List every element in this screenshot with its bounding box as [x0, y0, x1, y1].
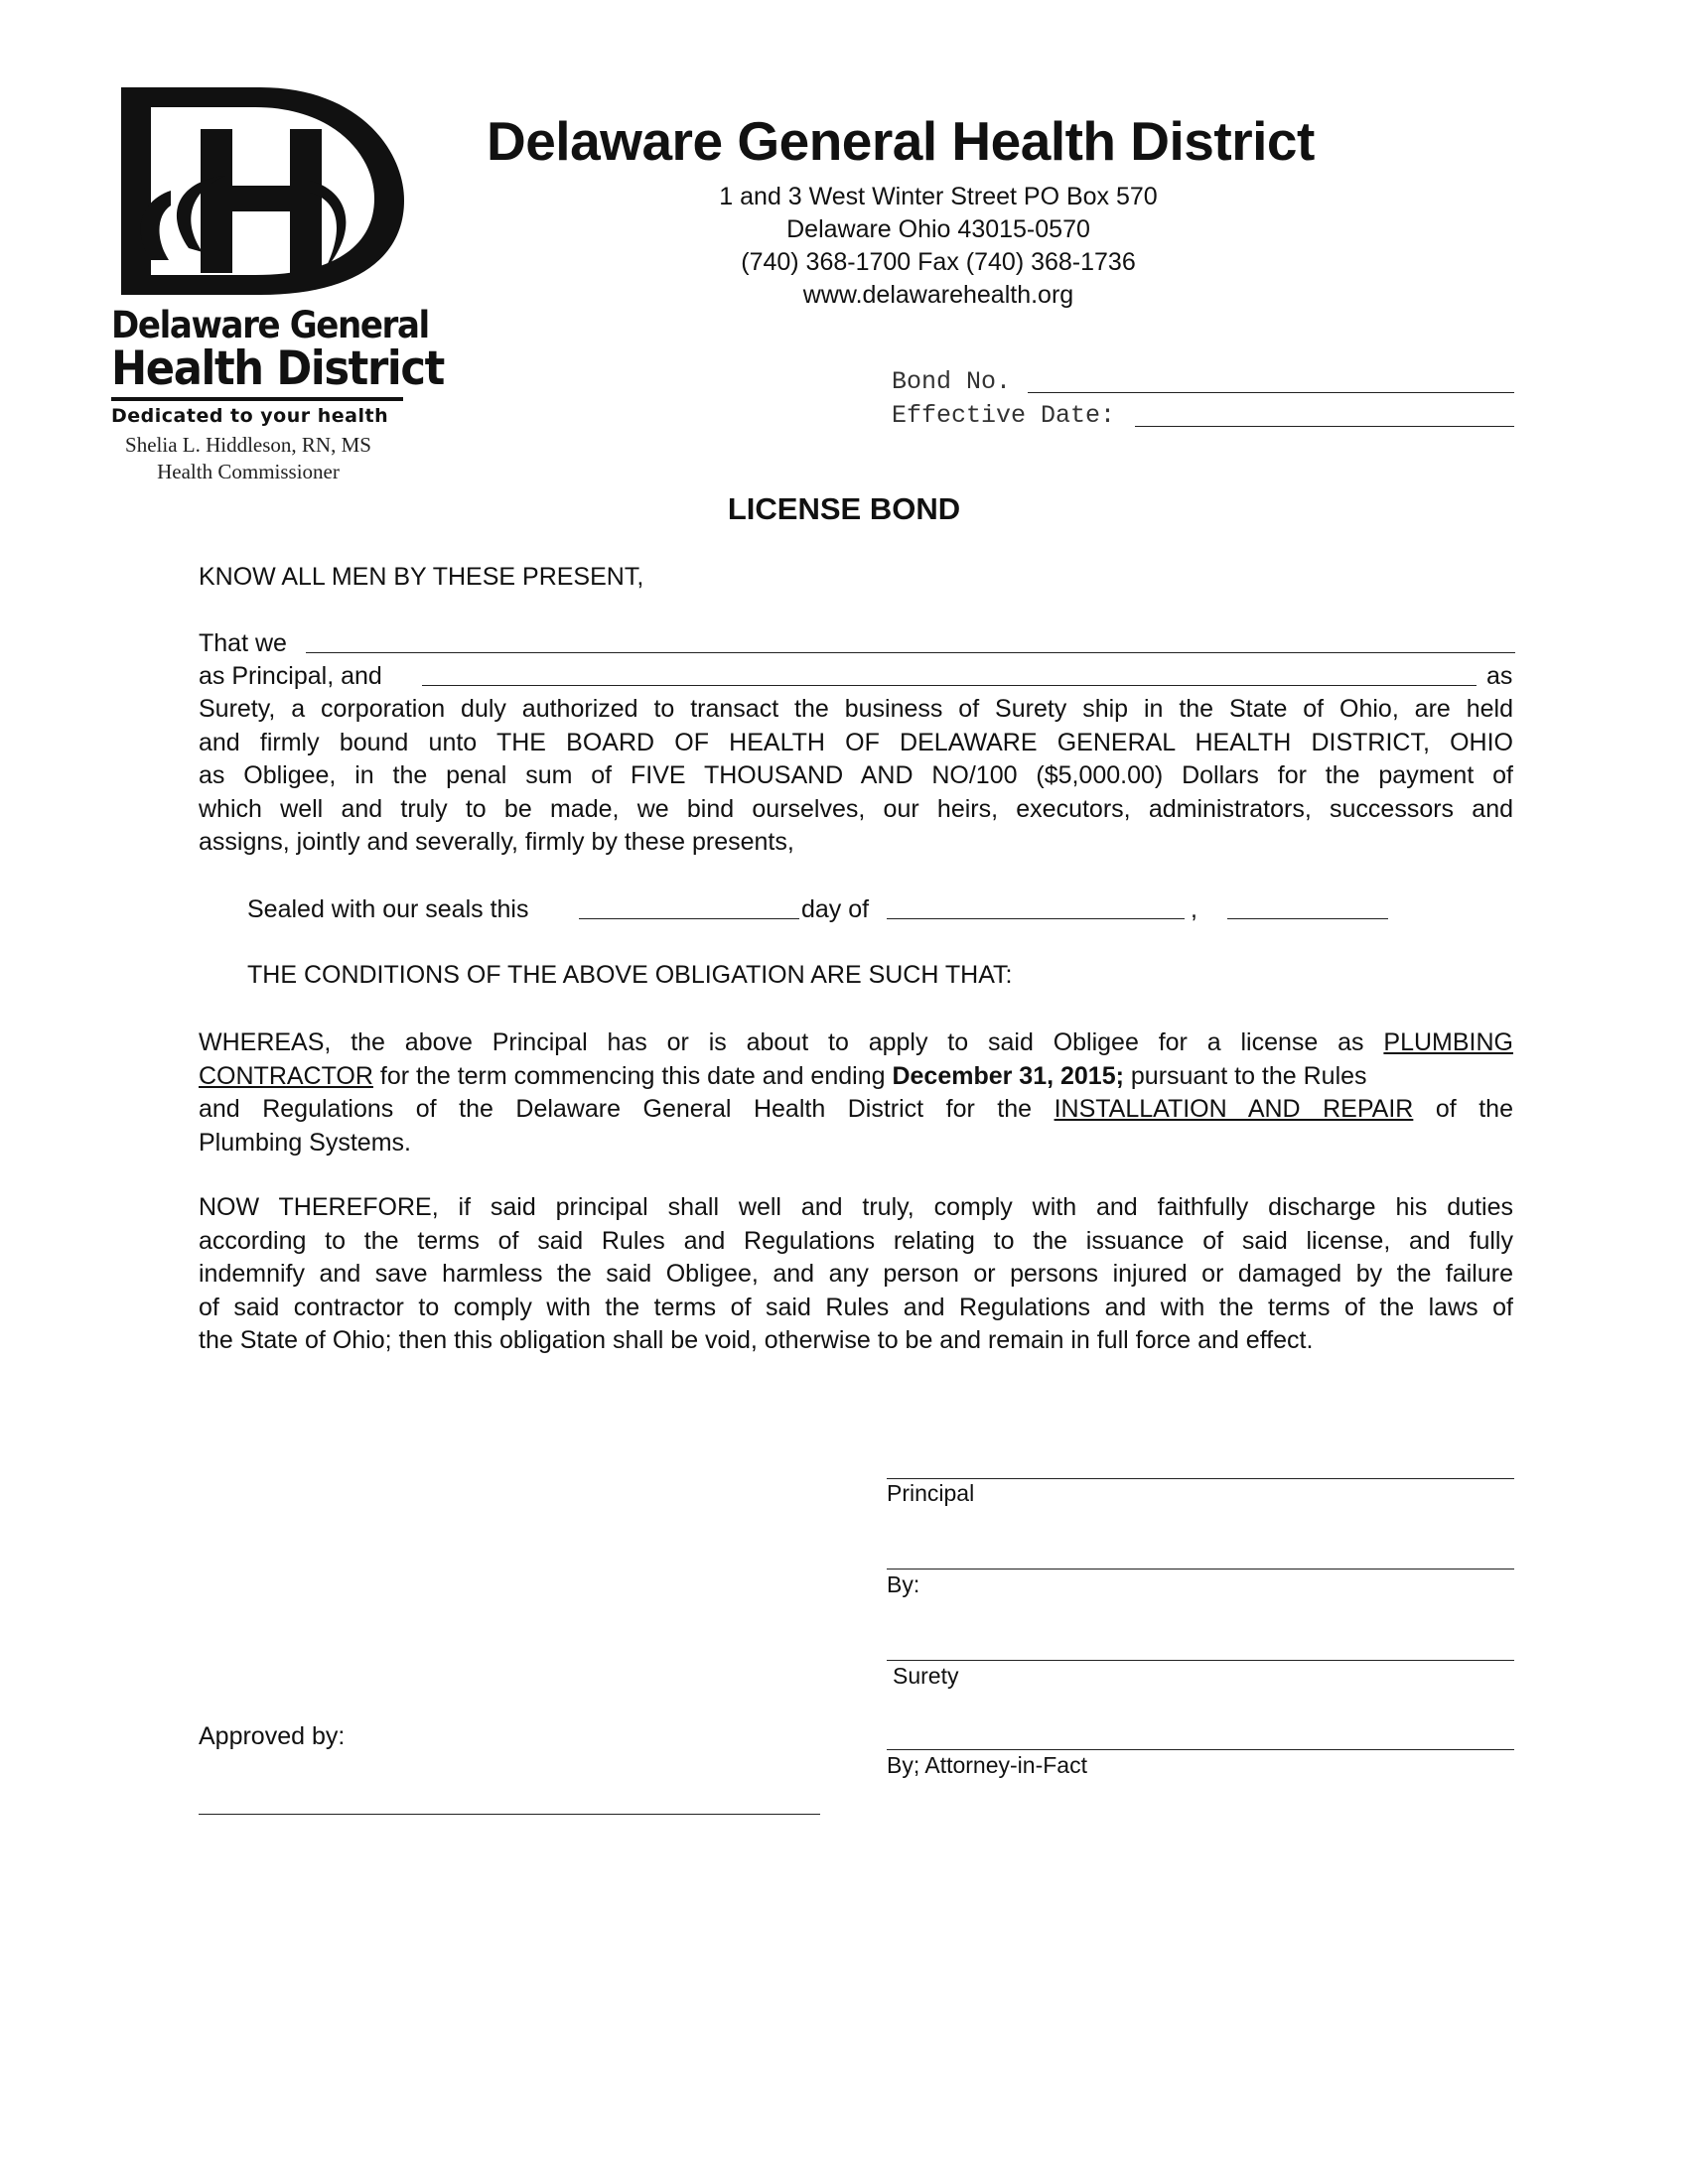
surety-signature-line[interactable]: [887, 1660, 1514, 1661]
now-therefore-line: according to the terms of said Rules and Regulations relating to the issuance of said license, and fully: [199, 1226, 1513, 1255]
org-name: Delaware General Health District: [487, 110, 1315, 172]
surety-label: Surety: [893, 1663, 959, 1689]
as-label: as: [1486, 662, 1513, 690]
that-we-label: That we: [199, 629, 287, 657]
surety-paragraph: [199, 693, 1513, 860]
bond-no-label: Bond No.: [892, 367, 1012, 396]
district-logo: [111, 81, 444, 427]
whereas-text: of the: [1435, 1095, 1513, 1123]
bond-no-field[interactable]: [1028, 392, 1514, 393]
whereas-underlined: CONTRACTOR: [199, 1061, 373, 1090]
by-signature-line[interactable]: [887, 1569, 1514, 1570]
approved-by-signature-line[interactable]: [199, 1814, 820, 1815]
whereas-text: pursuant to the Rules: [1123, 1061, 1367, 1090]
phone-fax: (740) 368-1700 Fax (740) 368-1736: [741, 248, 1136, 276]
surety-line: which well and truly to be made, we bind ourselves, our heirs, executors, administrators, successors and: [199, 794, 1513, 823]
as-principal-label: as Principal, and: [199, 662, 382, 690]
conditions-heading: THE CONDITIONS OF THE ABOVE OBLIGATION ARE SUCH THAT:: [247, 961, 1013, 989]
logo-divider: [111, 397, 403, 401]
sealed-label: Sealed with our seals this: [247, 895, 529, 923]
surety-line: and firmly bound unto THE BOARD OF HEALTH OF DELAWARE GENERAL HEALTH DISTRICT, OHIO: [199, 728, 1513, 756]
attorney-signature-line[interactable]: [887, 1749, 1514, 1750]
surety-name-field[interactable]: [422, 685, 1477, 686]
whereas-text: Plumbing Systems.: [199, 1128, 411, 1157]
principal-signature-line[interactable]: [887, 1478, 1514, 1479]
commissioner-title: Health Commissioner: [157, 460, 340, 483]
now-therefore-line: of said contractor to comply with the terms of said Rules and Regulations and with the terms of the laws of: [199, 1293, 1513, 1321]
surety-line: assigns, jointly and severally, firmly by these presents,: [199, 828, 794, 856]
surety-line: as Obligee, in the penal sum of FIVE THOUSAND AND NO/100 ($5,000.00) Dollars for the payment of: [199, 761, 1513, 789]
approved-by-label: Approved by:: [199, 1722, 346, 1750]
principal-label: Principal: [887, 1480, 975, 1506]
intro-text: KNOW ALL MEN BY THESE PRESENT,: [199, 563, 644, 591]
seal-day-field[interactable]: [579, 918, 799, 919]
whereas-text: WHEREAS, the above Principal has or is about to apply to said Obligee for a license as: [199, 1028, 1364, 1056]
whereas-underlined: INSTALLATION AND REPAIR: [1054, 1095, 1414, 1123]
attorney-label: By; Attorney-in-Fact: [887, 1752, 1087, 1778]
now-therefore-line: NOW THEREFORE, if said principal shall well and truly, comply with and faithfully discharge his duties: [199, 1193, 1513, 1221]
now-therefore-line: the State of Ohio; then this obligation shall be void, otherwise to be and remain in full force and effect.: [199, 1326, 1314, 1354]
comma-label: ,: [1191, 895, 1197, 923]
website-link[interactable]: www.delawarehealth.org: [802, 281, 1074, 309]
address-line2: Delaware Ohio 43015-0570: [786, 215, 1090, 243]
surety-line: Surety, a corporation duly authorized to transact the business of Surety ship in the State of Ohio, are held: [199, 695, 1513, 723]
logo-name-line1: Delaware General: [111, 304, 429, 346]
effective-date-field[interactable]: [1135, 426, 1514, 427]
logo-tagline: Dedicated to your health: [111, 405, 389, 427]
whereas-underlined: PLUMBING: [1383, 1028, 1513, 1056]
document-title: LICENSE BOND: [727, 491, 961, 526]
address-line1: 1 and 3 West Winter Street PO Box 570: [719, 183, 1158, 210]
day-of-label: day of: [801, 895, 870, 923]
now-therefore-paragraph: [199, 1191, 1513, 1358]
seal-month-field[interactable]: [887, 918, 1185, 919]
principal-name-field[interactable]: [306, 652, 1515, 653]
seal-year-field[interactable]: [1227, 918, 1388, 919]
logo-name-line2: Health District: [111, 341, 444, 396]
end-date: December 31, 2015;: [892, 1061, 1124, 1090]
whereas-paragraph: [199, 1026, 1513, 1160]
effective-date-label: Effective Date:: [892, 401, 1116, 430]
whereas-text: and Regulations of the Delaware General Health District for the: [199, 1095, 1033, 1123]
commissioner-name: Shelia L. Hiddleson, RN, MS: [125, 433, 371, 457]
dh-monogram-icon: [111, 81, 409, 300]
now-therefore-line: indemnify and save harmless the said Obligee, and any person or persons injured or damaged by the failure: [199, 1260, 1513, 1288]
whereas-text: for the term commencing this date and ending: [372, 1061, 893, 1090]
by-label: By:: [887, 1571, 920, 1597]
